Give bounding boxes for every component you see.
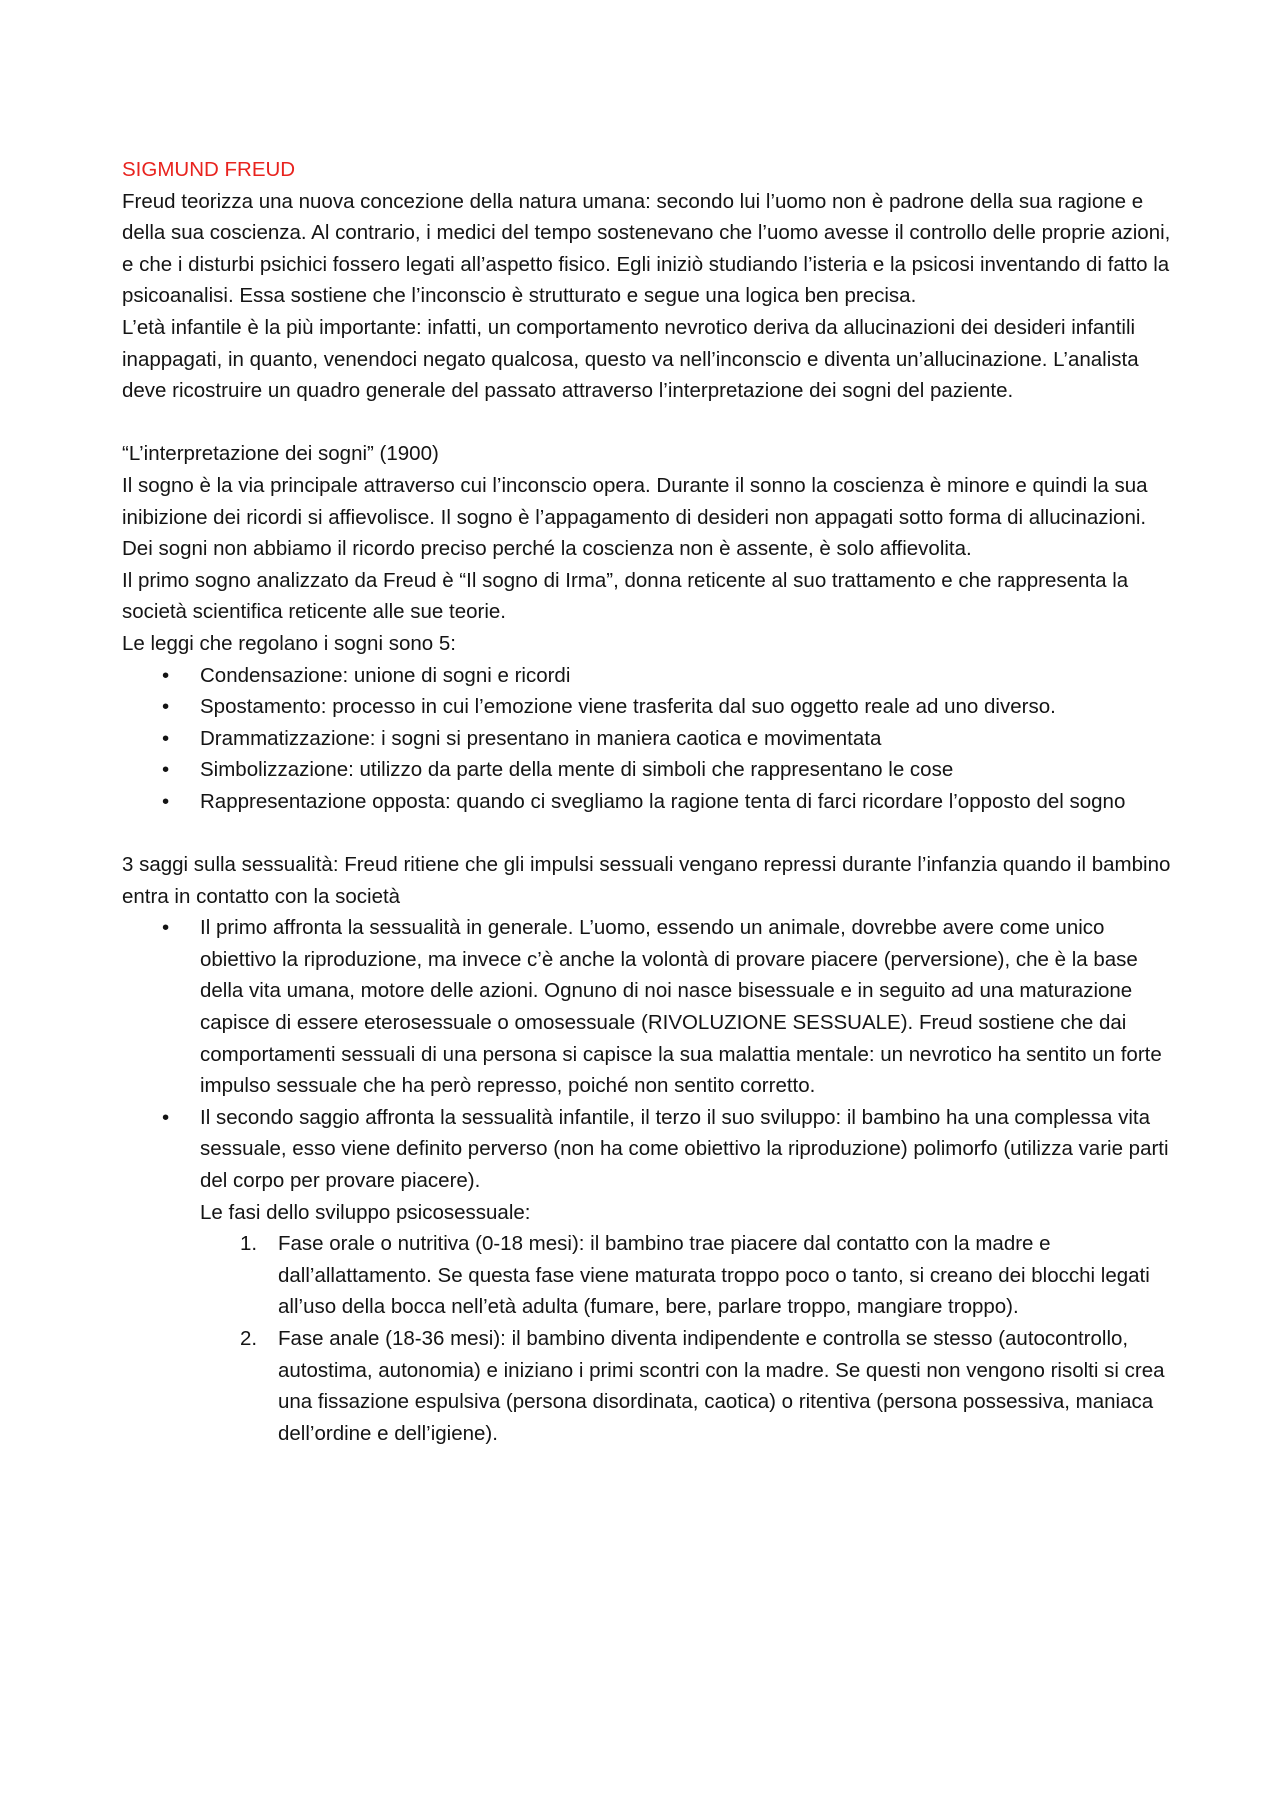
- document-page: [122, 154, 1172, 1449]
- laws-list: [122, 660, 1172, 818]
- phases-intro: Le fasi dello sviluppo psicosessuale:: [200, 1200, 531, 1224]
- dreams-paragraph-2: Il primo sogno analizzato da Freud è “Il sogno di Irma”, donna reticente al suo trattamento e che rappresenta la società scientifica reticente alle sue teorie.: [122, 568, 1129, 624]
- intro-paragraph-2: L’età infantile è la più importante: infatti, un comportamento nevrotico deriva da allucinazioni dei desideri infantili inappagati, in quanto, venendoci negato qualcosa, questo va nell’inconscio e diventa un’allucinazione. L’analista deve ricostruire un quadro generale del passato attraverso l’interpretazione dei sogni del paziente.: [122, 315, 1139, 403]
- essay-item: [122, 1102, 1172, 1450]
- essay-2-text: Il secondo saggio affronta la sessualità infantile, il terzo il suo sviluppo: il bambino ha una complessa vita sessuale, esso viene definito perverso (non ha come obiettivo la riproduzione) polimorfo (utilizza varie parti del corpo per provare piacere).: [200, 1105, 1169, 1192]
- document-title: SIGMUND FREUD: [122, 158, 296, 181]
- law-item: • Condensazione: unione di sogni e ricordi: [122, 660, 1172, 692]
- phase-number: 2.: [240, 1326, 258, 1350]
- essay-1-text: Il primo affronta la sessualità in generale. L’uomo, essendo un animale, dovrebbe avere come unico obiettivo la riproduzione, ma invece c’è anche la volontà di provare piacere (perversione), che è la base della vita umana, motore delle azioni. Ognuno di noi nasce bisessuale e in seguito ad una maturazione capisce di essere eterosessuale o omosessuale (RIVOLUZIONE SESSUALE). Freud sostiene che dai comportamenti sessuali di una persona si capisce la sua malattia mentale: un nevrotico ha sentito un forte impulso sessuale che ha però represso, poiché non sentito corretto.: [200, 916, 1162, 1098]
- blank-line: [122, 817, 1172, 849]
- law-item: • Drammatizzazione: i sogni si presentano in maniera caotica e movimentata: [122, 723, 1172, 755]
- intro-paragraph-1: Freud teorizza una nuova concezione della natura umana: secondo lui l’uomo non è padrone della sua ragione e della sua coscienza. Al contrario, i medici del tempo sostenevano che l’uomo avesse il controllo delle proprie azioni, e che i disturbi psichici fossero legati all’aspetto fisico. Egli iniziò studiando l’isteria e la psicosi inventando di fatto la psicoanalisi. Essa sostiene che l’inconscio è strutturato e segue una logica ben precisa.: [122, 189, 1171, 308]
- law-item: • Rappresentazione opposta: quando ci svegliamo la ragione tenta di farci ricordare l’opposto del sogno: [122, 786, 1172, 818]
- law-item: • Simbolizzazione: utilizzo da parte della mente di simboli che rappresentano le cose: [122, 754, 1172, 786]
- dreams-heading: “L’interpretazione dei sogni” (1900): [122, 442, 439, 466]
- phase-item: [200, 1323, 1172, 1449]
- laws-intro: Le leggi che regolano i sogni sono 5:: [122, 631, 456, 655]
- essays-list: [122, 912, 1172, 1449]
- dreams-paragraph-1: Il sogno è la via principale attraverso cui l’inconscio opera. Durante il sonno la coscienza è minore e quindi la sua inibizione dei ricordi si affievolisce. Il sogno è l’appagamento di desideri non appagati sotto forma di allucinazioni. Dei sogni non abbiamo il ricordo preciso perché la coscienza non è assente, è solo affievolita.: [122, 473, 1148, 561]
- essays-intro: 3 saggi sulla sessualità: Freud ritiene che gli impulsi sessuali vengano repressi durante l’infanzia quando il bambino entra in contatto con la società: [122, 853, 1171, 908]
- phase-number: 1.: [240, 1232, 258, 1256]
- law-item: • Spostamento: processo in cui l’emozione viene trasferita dal suo oggetto reale ad uno diverso.: [122, 691, 1172, 723]
- phase-text: Fase orale o nutritiva (0-18 mesi): il bambino trae piacere dal contatto con la madre e dall’allattamento. Se questa fase viene maturata troppo poco o tanto, si creano dei blocchi legati all’uso della bocca nell’età adulta (fumare, bere, parlare troppo, mangiare troppo).: [278, 1232, 1150, 1319]
- phase-text: Fase anale (18-36 mesi): il bambino diventa indipendente e controlla se stesso (autocontrollo, autostima, autonomia) e iniziano i primi scontri con la madre. Se questi non vengono risolti si crea una fissazione espulsiva (persona disordinata, caotica) o ritentiva (persona possessiva, maniaca dell’ordine e dell’igiene).: [278, 1326, 1165, 1445]
- phase-item: [200, 1228, 1172, 1323]
- phases-list: [200, 1228, 1172, 1449]
- essay-item: [122, 912, 1172, 1102]
- blank-line: [122, 407, 1172, 439]
